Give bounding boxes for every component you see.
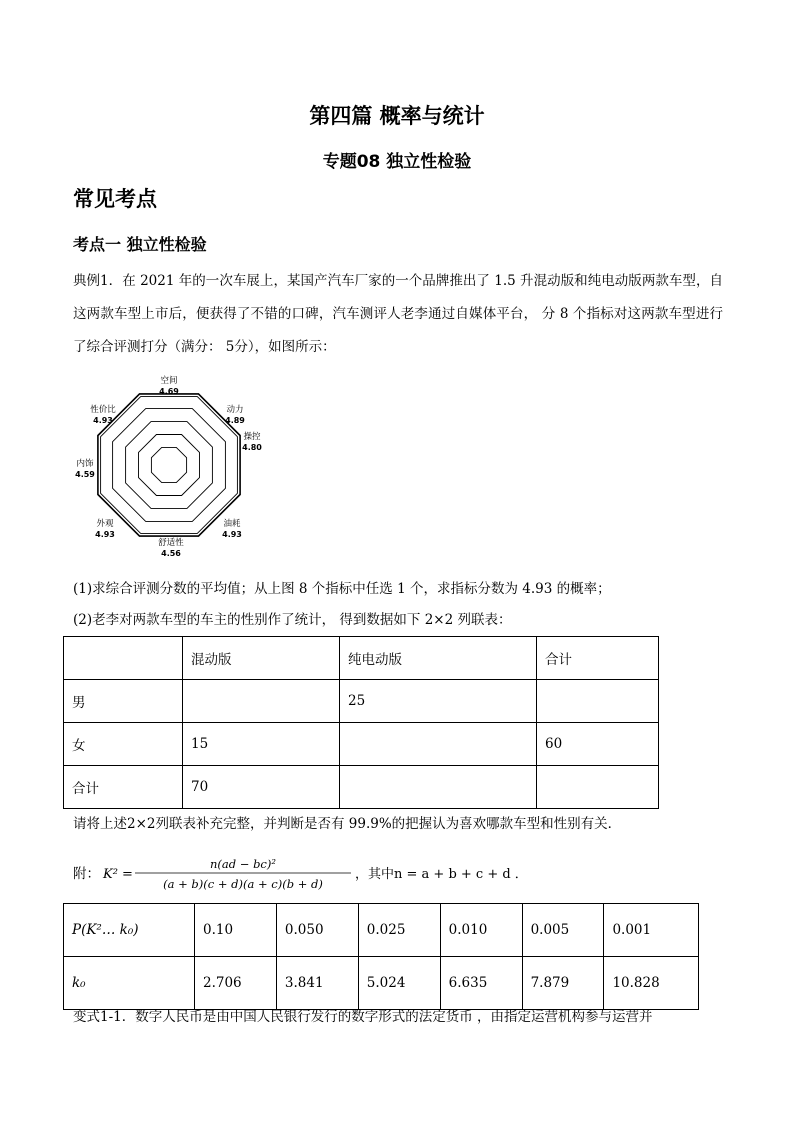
- table-cell: 6.635: [440, 957, 522, 1010]
- table-cell: 2.706: [195, 957, 277, 1010]
- table-cell: 0.050: [276, 904, 358, 957]
- sub-heading: 考点一 独立性检验: [73, 235, 207, 254]
- table-row: [64, 766, 659, 809]
- example-paragraph: 典例1．在 2021 年的一次车展上，某国产汽车厂家的一个品牌推出了 1.5 升混动版和纯电动版两款车型，自这两款车型上市后，便获得了不错的口碑，汽车测评人老李通过自媒体平台， 分 8 个指标对这两款车型进行了综合评测打分（满分： 5分），如图所示：: [73, 273, 723, 355]
- radar-ring: [113, 409, 226, 522]
- formula-lhs: K² =: [103, 867, 133, 882]
- radar-value: 4.80: [242, 443, 262, 452]
- radar-ring: [98, 394, 240, 536]
- table-cell: 5.024: [358, 957, 440, 1010]
- radar-ring: [139, 435, 200, 496]
- formula-prefix: 附：: [73, 866, 100, 882]
- radar-label: 性价比: [90, 405, 116, 415]
- radar-label: 内饰: [76, 459, 94, 469]
- radar-label: 空间: [160, 376, 178, 386]
- table-row: [64, 637, 659, 680]
- radar-value: 4.93: [95, 530, 115, 539]
- radar-label: 操控: [243, 432, 261, 442]
- table-cell: k₀: [64, 957, 195, 1010]
- table-row: [64, 723, 659, 766]
- radar-value: 4.93: [93, 416, 113, 425]
- table-cell: 男: [64, 680, 183, 723]
- table-cell: 15: [183, 723, 340, 766]
- instruction-note: 请将上述2×2列联表补充完整，并判断是否有 99.9%的把握认为喜欢哪款车型和性别有关．: [73, 816, 622, 832]
- table-cell: 7.879: [522, 957, 604, 1010]
- radar-value: 4.59: [75, 470, 95, 479]
- contingency-table: [63, 636, 659, 809]
- table-cell: [64, 637, 183, 680]
- table-cell: [183, 680, 340, 723]
- radar-value: 4.93: [222, 530, 242, 539]
- section-heading: 常见考点: [73, 187, 157, 211]
- table-cell: 合计: [537, 637, 659, 680]
- table-cell: 0.025: [358, 904, 440, 957]
- table-cell: 合计: [64, 766, 183, 809]
- table-cell: [537, 680, 659, 723]
- radar-label: 外观: [96, 519, 114, 529]
- page-subtitle: 专题08 独立性检验: [322, 152, 472, 172]
- table-cell: [340, 723, 537, 766]
- radar-label: 油耗: [223, 519, 241, 529]
- table-cell: 60: [537, 723, 659, 766]
- variant-paragraph: 变式1-1．数字人民币是由中国人民银行发行的数字形式的法定货币 ，由指定运营机构参与运营并: [73, 1009, 653, 1025]
- radar-value: 4.56: [161, 549, 181, 558]
- question-1: (1)求综合评测分数的平均值；从上图 8 个指标中任选 1 个，求指标分数为 4.93 的概率；: [73, 581, 611, 597]
- table-cell: 70: [183, 766, 340, 809]
- formula-numerator: n(ad − bc)²: [210, 857, 276, 871]
- formula-denominator: (a + b)(c + d)(a + c)(b + d): [163, 877, 323, 891]
- radar-ring: [101, 397, 238, 534]
- page-title: 第四篇 概率与统计: [309, 104, 485, 128]
- radar-ring: [151, 447, 186, 482]
- radar-label: 动力: [226, 405, 244, 415]
- table-cell: 纯电动版: [340, 637, 537, 680]
- table-cell: 女: [64, 723, 183, 766]
- table-cell: [340, 766, 537, 809]
- table-row: [64, 904, 699, 957]
- table-cell: 0.005: [522, 904, 604, 957]
- radar-label: 舒适性: [158, 538, 184, 548]
- table-cell: 0.10: [195, 904, 277, 957]
- table-cell: P(K²… k₀): [64, 904, 195, 957]
- table-cell: 0.001: [604, 904, 699, 957]
- table-cell: 3.841: [276, 957, 358, 1010]
- question-2: (2)老李对两款车型的车主的性别作了统计， 得到数据如下 2×2 列联表：: [73, 612, 512, 628]
- table-cell: 10.828: [604, 957, 699, 1010]
- chi-square-formula: [73, 854, 528, 894]
- formula-suffix: ，其中n = a + b + c + d ．: [355, 867, 528, 882]
- table-row: [64, 680, 659, 723]
- table-cell: [537, 766, 659, 809]
- table-cell: 混动版: [183, 637, 340, 680]
- radar-value: 4.69: [159, 387, 179, 396]
- radar-value: 4.89: [225, 416, 245, 425]
- critical-value-table: [63, 903, 699, 1010]
- table-cell: 25: [340, 680, 537, 723]
- radar-chart: [75, 372, 275, 558]
- table-cell: 0.010: [440, 904, 522, 957]
